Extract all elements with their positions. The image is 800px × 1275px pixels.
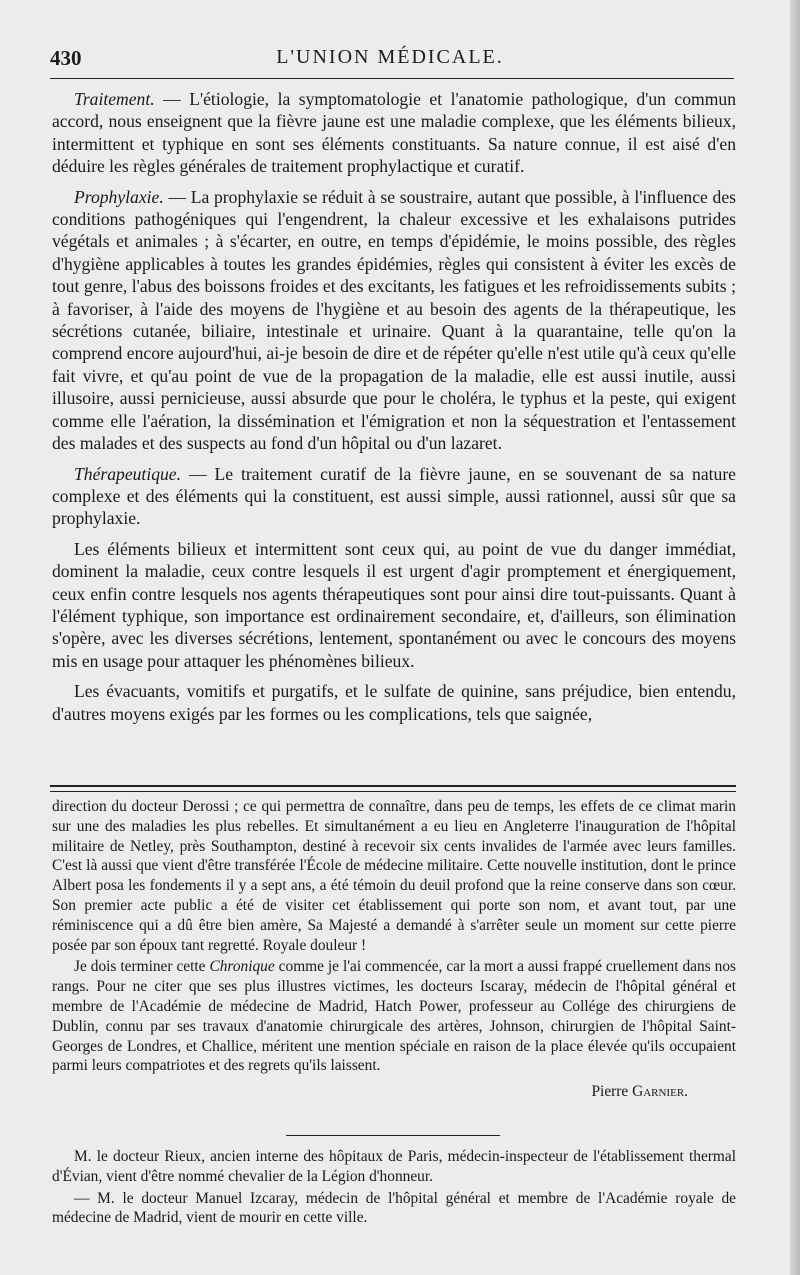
page-header (50, 44, 730, 78)
section-divider (50, 785, 736, 792)
paragraph-lead: Traitement. (74, 89, 155, 109)
paragraph-text: Les éléments bilieux et intermittent sont ceux qui, au point de vue du danger immédiat, dominent la maladie, ceux contre lesquels il est urgent d'agir promptement et énergiquement, ceux enfin contre lesquels nos agents thérapeutiques sont pour ainsi dire tout-puissants. Quant à l'élément typhique, son importance est ordinairement secondaire, et, d'ailleurs, son élimination s'opère, avec les diverses sécrétions, lentement, spontanément ou avec le concours des moyens mis en usage pour attaquer les phénomènes bilieux. (52, 538, 736, 671)
news-items (52, 1147, 736, 1230)
main-text (52, 88, 736, 733)
feuilleton-paragraph (52, 957, 736, 1076)
header-rule (50, 78, 734, 79)
feuilleton-text (52, 797, 736, 1104)
paragraph-elements (52, 538, 736, 672)
paragraph-lead: Prophylaxie. (74, 186, 164, 207)
news-item: M. le docteur Rieux, ancien interne des hôpitaux de Paris, médecin-inspecteur de l'établissement thermal d'Évian, vient d'être nommé chevalier de la Légion d'honneur. (52, 1148, 736, 1185)
text-run: Je dois terminer cette (74, 958, 210, 976)
short-divider (286, 1135, 500, 1136)
italic-word: Chronique (209, 958, 275, 976)
page-edge-shadow (790, 0, 800, 1275)
paragraph-traitement (52, 88, 736, 178)
signature-last-name: Garnier. (632, 1083, 688, 1101)
news-item: — M. le docteur Manuel Izcaray, médecin de l'hôpital général et membre de l'Académie royale de médecine de Madrid, vient de mourir en cette ville. (52, 1189, 736, 1227)
author-signature (52, 1082, 736, 1102)
paragraph-text: — Le traitement curatif de la fièvre jaune, en se souvenant de sa nature complexe et des éléments qui la constituent, est aussi simple, aussi rationnel, aussi sûr que sa prophylaxie. (52, 463, 736, 529)
paragraph-text: — La prophylaxie se réduit à se soustraire, autant que possible, à l'influence des conditions pathogéniques qui l'engendrent, la chaleur excessive et les exhalaisons putrides végétals et animales ; à s'écarter, en outre, en temps d'épidémie, le moins possible, des règles d'hygiène applicables à toutes les grandes épidémies, règles qui consistent à éviter les excès de tout genre, l'abus des boissons froides et des excitants, les fatigues et les refroidissements subits ; à favoriser, à l'aide des moyens de l'hygiène et au besoin des agents de la thérapeutique, les sécrétions cutanée, biliaire, intestinale et urinaire. Quant à la quarantaine, telle qu'on la comprend encore aujourd'hui, ai-je besoin de dire et de répéter qu'elle n'est utile qu'à ceux qu'elle fait vivre, et qu'au point de vue de la propagation de la maladie, elle est aussi inutile, aussi illusoire, aussi pernicieuse, aussi absurde que pour le choléra, le typhus et la peste, qui exigent comme elle l'aération, la dissémination et l'émigration et non la séquestration et l'entassement des malades et des suspects au fond d'un hôpital ou d'un lazaret. (52, 186, 736, 454)
running-head: L'UNION MÉDICALE. (276, 46, 504, 68)
page-number: 430 (50, 46, 82, 70)
paragraph-text: — L'étiologie, la symptomatologie et l'anatomie pathologique, d'un commun accord, nous enseignent que la fièvre jaune est une maladie complexe, que les éléments bilieux, intermittent et typhique en sont ses éléments constituants. Sa nature connue, il est aisé d'en déduire les règles générales de traitement prophylactique et curatif. (52, 89, 736, 177)
paragraph-text: Les évacuants, vomitifs et purgatifs, et le sulfate de quinine, sans préjudice, bien entendu, d'autres moyens exigés par les formes ou les complications, tels que saignée, (52, 681, 736, 724)
signature-first-name: Pierre (591, 1083, 629, 1101)
paragraph-prophylaxie (52, 186, 736, 455)
paragraph-lead: Thérapeutique. (74, 463, 182, 484)
paragraph-evacuants (52, 680, 736, 725)
feuilleton-paragraph: direction du docteur Derossi ; ce qui permettra de connaître, dans peu de temps, les effets de ce climat marin sur une des maladies les plus rebelles. Et simultanément a eu lieu en Angleterre l'inauguration de l'hôpital militaire de Netley, près Southampton, destiné à recevoir six cents invalides de l'armée avec leurs familles. C'est là aussi que vient d'être transférée l'École de médecine militaire. Cette nouvelle institution, dont le prince Albert posa les fondements il y a sept ans, a été témoin du deuil profond que la reine conserve dans son cœur. Son premier acte public a été de visiter cet établissement qui porte son nom, et avant tout, par une réminiscence qui a dû être bien amère, Sa Majesté a demandé à s'arrêter seule un moment sur cette pierre posée par son époux tant regretté. Royale douleur ! (52, 798, 736, 954)
text-run: comme je l'ai commencée, car la mort a aussi frappé cruellement dans nos rangs. Pour ne citer que ses plus illustres victimes, les docteurs Iscaray, médecin de l'hôpital général et membre de l'Académie de médecine de Madrid, Hatch Power, professeur au Collége des chirurgiens de Dublin, connu par ses travaux d'anatomie chirurgicale des artères, Johnson, chirurgien de l'hôpital Saint-Georges de Londres, et Challice, méritent une mention spéciale en raison de la place élevée qu'ils occupaient parmi leurs compatriotes et des regrets qu'ils laissent. (52, 958, 737, 1075)
paragraph-therapeutique (52, 463, 736, 530)
